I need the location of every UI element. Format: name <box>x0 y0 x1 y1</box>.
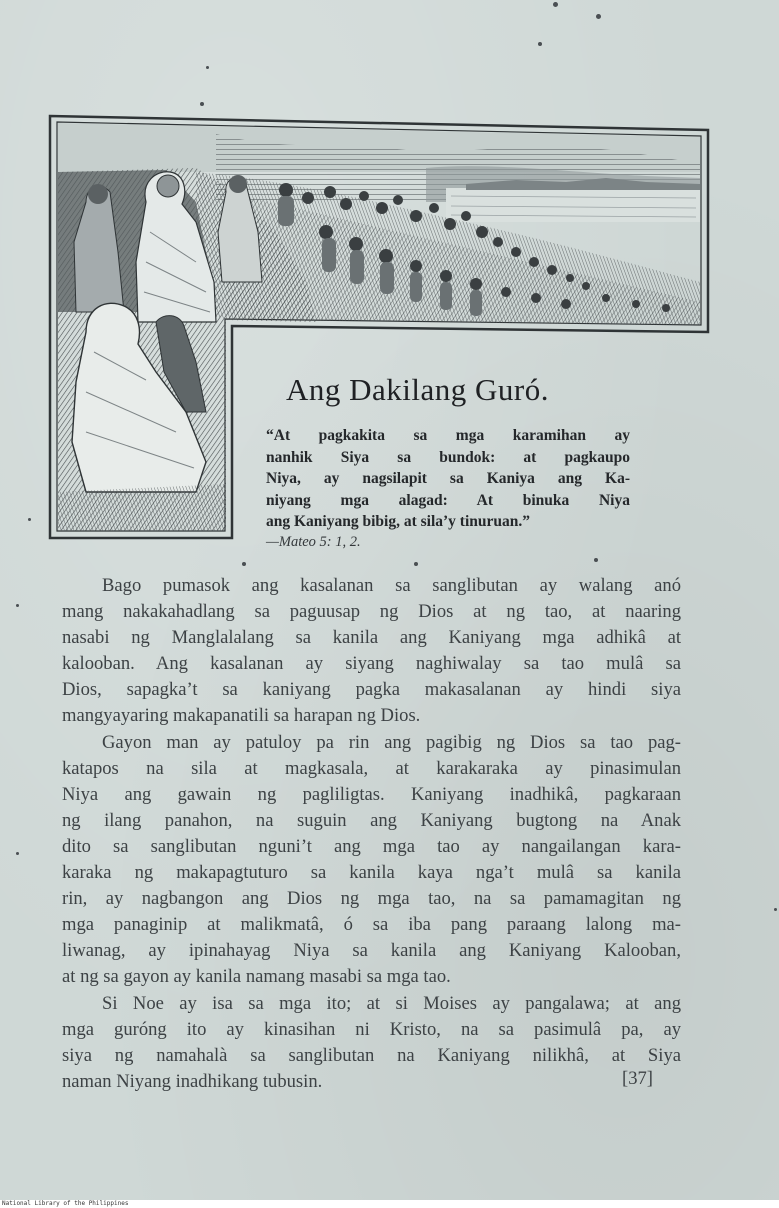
body-line: rin, ay nagbangon ang Dios ng mga tao, na sa pamamagitan ng <box>62 888 681 910</box>
paper-speck <box>242 562 246 566</box>
epigraph-line: “At pagkakita sa mga karamihan ay <box>266 427 630 444</box>
paper-speck <box>200 102 204 106</box>
paper-speck <box>594 558 598 562</box>
body-line: mangyayaring makapanatili sa harapan ng Dios. <box>62 705 421 727</box>
epigraph-citation: —Mateo 5: 1, 2. <box>266 534 361 550</box>
epigraph-quote <box>266 425 630 533</box>
body-text <box>62 573 681 1095</box>
body-line: mga panaginip at malikmatâ, ó sa iba pang paraang lalong ma- <box>62 914 681 936</box>
body-line: naman Niyang inadhikang tubusin. <box>62 1070 323 1092</box>
paper-speck <box>553 2 558 7</box>
page-number: [37] <box>622 1068 653 1089</box>
body-line: at ng sa gayon ay kanila namang masabi sa mga tao. <box>62 966 451 988</box>
paper-speck <box>538 42 542 46</box>
paper-speck <box>596 14 601 19</box>
body-line: mang nakakahadlang sa paguusap ng Dios at ng tao, at naaring <box>62 601 681 623</box>
epigraph-line: ang Kaniyang bibig, at sila’y tinuruan.” <box>266 513 530 530</box>
body-line: kalooban. Ang kasalanan ay siyang naghiwalay sa tao mulâ sa <box>62 653 681 675</box>
paper-speck <box>774 908 777 911</box>
body-line: Bago pumasok ang kasalanan sa sanglibutan ay walang anó <box>102 575 681 596</box>
paper-speck <box>414 562 418 566</box>
epigraph-line: niyang mga alagad: At binuka Niya <box>266 491 630 509</box>
epigraph-line: Niya, ay nagsilapit sa Kaniya ang Ka- <box>266 470 630 487</box>
paper-speck <box>206 66 209 69</box>
epigraph-line: nanhik Siya sa bundok: at pagkaupo <box>266 448 630 466</box>
body-line: Dios, sapagka’t sa kaniyang pagka makasalanan ay hindi siya <box>62 679 681 701</box>
body-line: mga guróng ito ay kinasihan ni Kristo, na sa pasimulâ pa, ay <box>62 1018 681 1040</box>
body-line: Si Noe ay isa sa mga ito; at si Moises ay pangalawa; at ang <box>102 992 681 1014</box>
body-line: Niya ang gawain ng pagliligtas. Kaniyang inadhikâ, pagkaraan <box>62 783 681 805</box>
body-line: dito sa sanglibutan nguni’t ang mga tao ay nangailangan kara- <box>62 835 681 857</box>
paper-speck <box>16 852 19 855</box>
body-line: nasabi ng Manglalalang sa kanila ang Kaniyang mga adhikâ at <box>62 627 681 649</box>
body-line: siya ng namahalà sa sanglibutan na Kaniyang nilikhâ, at Siya <box>62 1044 681 1066</box>
body-line: ng ilang panahon, na suguin ang Kaniyang bugtong na Anak <box>62 809 681 831</box>
library-watermark: National Library of the Philippines <box>2 1200 129 1207</box>
body-line: liwanag, ay ipinahayag Niya sa kanila ang Kaniyang Kalooban, <box>62 940 681 962</box>
paper-speck <box>16 604 19 607</box>
paper-speck <box>28 518 31 521</box>
body-line: katapos na sila at magkasala, at karakaraka ay pinasimulan <box>62 757 681 779</box>
chapter-title: Ang Dakilang Guró. <box>286 372 549 407</box>
body-line: karaka ng makapagtuturo sa kanila kaya nga’t mulâ sa kanila <box>62 862 681 884</box>
body-line: Gayon man ay patuloy pa rin ang pagibig ng Dios sa tao pag- <box>102 731 681 753</box>
